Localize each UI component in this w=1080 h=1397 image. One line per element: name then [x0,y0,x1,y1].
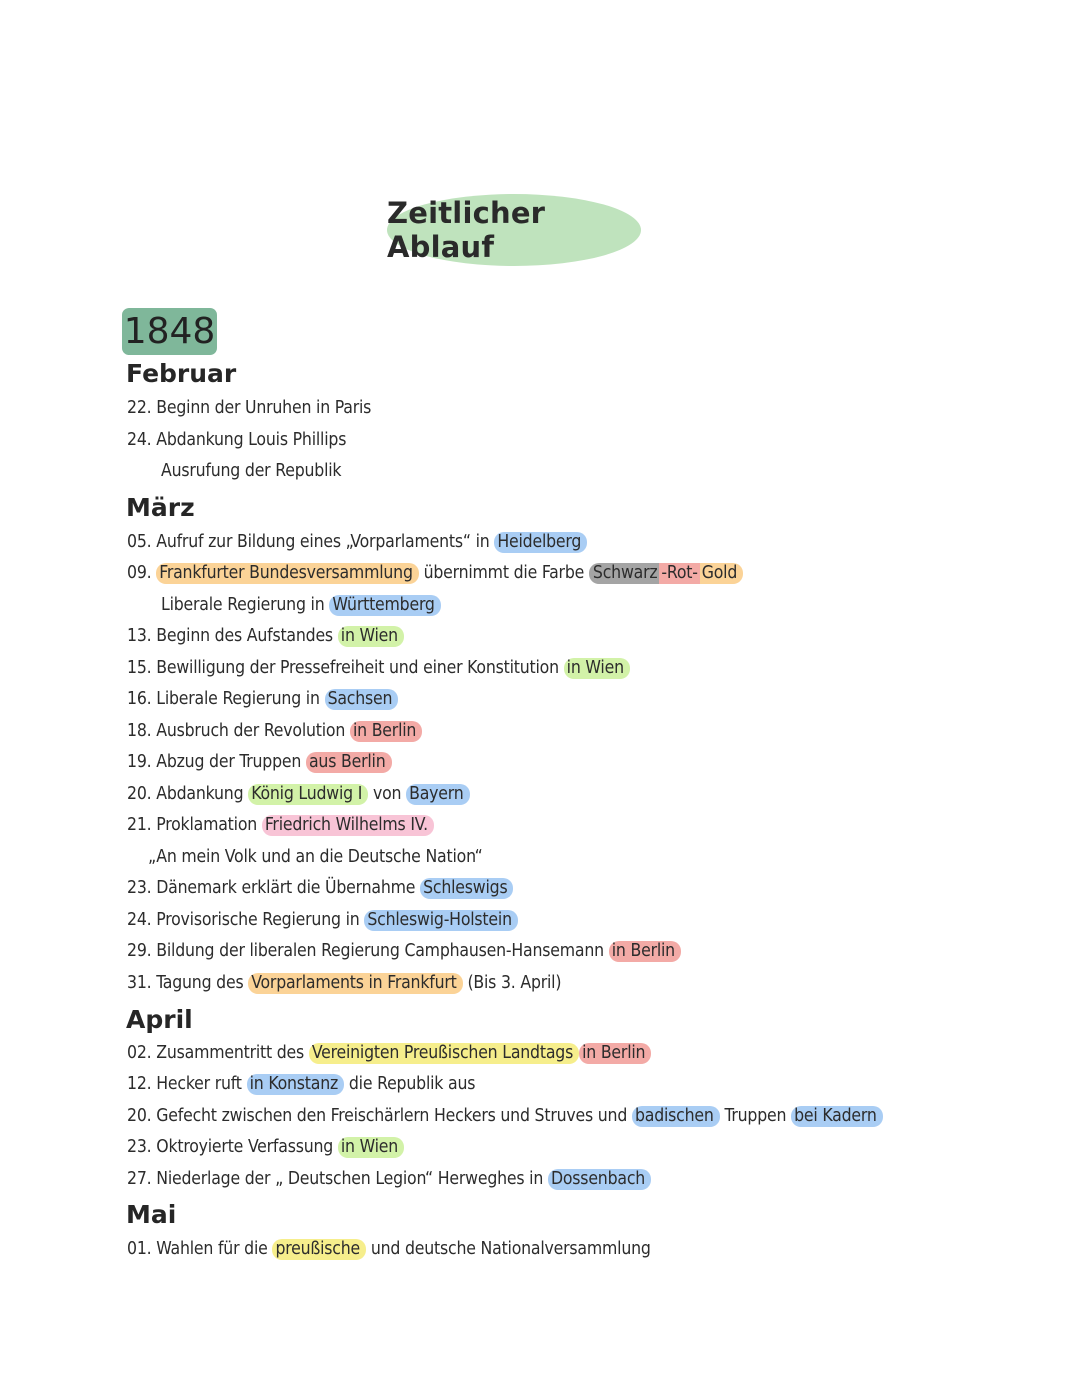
month-heading-april: April [126,1005,193,1034]
title-text: Zeitlicher Ablauf [387,196,546,264]
entry-row-continuation: „An mein Volk und an die Deutsche Nation“ [148,847,483,867]
entry-row-continuation: Liberale Regierung in Württemberg [161,595,441,615]
entry-row: 18. Ausbruch der Revolution in Berlin [127,721,422,741]
place-highlight: in Wien [338,1137,404,1158]
place-highlight: in Berlin [350,721,422,742]
entry-row-continuation: Ausrufung der Republik [161,461,342,481]
entry-row: 01. Wahlen für die preußische und deutsche Nationalversammlung [127,1239,651,1259]
entry-row: 22. Beginn der Unruhen in Paris [127,398,372,418]
person-highlight: Friedrich Wilhelms IV. [262,815,434,836]
place-highlight: in Berlin [579,1043,651,1064]
entry-row: 31. Tagung des Vorparlaments in Frankfurt (Bis 3. April) [127,973,562,993]
entry-row: 24. Abdankung Louis Phillips [127,430,347,450]
institution-highlight: Vereinigten Preußischen Landtags [309,1043,579,1064]
entry-row: 24. Provisorische Regierung in Schleswig-Holstein [127,910,518,930]
place-highlight: in Berlin [609,941,681,962]
entry-row: 12. Hecker ruft in Konstanz die Republik aus [127,1074,476,1094]
place-highlight: bei Kadern [791,1106,883,1127]
place-highlight: aus Berlin [306,752,392,773]
year-badge [122,308,217,355]
entry-row: 29. Bildung der liberalen Regierung Camphausen-Hansemann in Berlin [127,941,681,961]
entry-row: 15. Bewilligung der Pressefreiheit und einer Konstitution in Wien [127,658,630,678]
month-heading-mai: Mai [126,1200,176,1229]
place-highlight: Schleswig-Holstein [364,910,518,931]
place-highlight: in Konstanz [247,1074,344,1095]
entry-row: 20. Abdankung König Ludwig I von Bayern [127,784,470,804]
place-highlight: in Wien [338,626,404,647]
page-title [387,194,641,266]
place-highlight: Schleswigs [420,878,513,899]
place-highlight: badischen [632,1106,720,1127]
institution-highlight: Frankfurter Bundesversammlung [156,563,419,584]
place-highlight: Dossenbach [548,1169,651,1190]
entry-row: 21. Proklamation Friedrich Wilhelms IV. [127,815,434,835]
place-highlight: Württemberg [329,595,440,616]
highlight: preußische [272,1239,366,1260]
flag-colors-highlight: Schwarz -Rot- Gold [589,563,743,584]
entry-row: 09. Frankfurter Bundesversammlung übernimmt die Farbe Schwarz -Rot- Gold [127,563,743,583]
place-highlight: Bayern [406,784,469,805]
entry-row: 02. Zusammentritt des Vereinigten Preußischen Landtags in Berlin [127,1043,651,1063]
place-highlight: Sachsen [325,689,399,710]
entry-row: 19. Abzug der Truppen aus Berlin [127,752,392,772]
entry-row: 05. Aufruf zur Bildung eines „Vorparlaments“ in Heidelberg [127,532,587,552]
month-heading-februar: Februar [126,359,236,388]
entry-row: 23. Dänemark erklärt die Übernahme Schleswigs [127,878,513,898]
entry-row: 16. Liberale Regierung in Sachsen [127,689,398,709]
place-highlight: Heidelberg [494,532,587,553]
year-text: 1848 [123,311,216,352]
person-highlight: König Ludwig I [248,784,368,805]
entry-row: 23. Oktroyierte Verfassung in Wien [127,1137,404,1157]
entry-row: 20. Gefecht zwischen den Freischärlern Heckers und Struves und badischen Truppen bei Kadern [127,1106,883,1126]
month-heading-maerz: März [126,493,195,522]
institution-highlight: Vorparlaments in Frankfurt [248,973,462,994]
place-highlight: in Wien [564,658,630,679]
entry-row: 13. Beginn des Aufstandes in Wien [127,626,404,646]
entry-row: 27. Niederlage der „ Deutschen Legion“ Herweghes in Dossenbach [127,1169,651,1189]
